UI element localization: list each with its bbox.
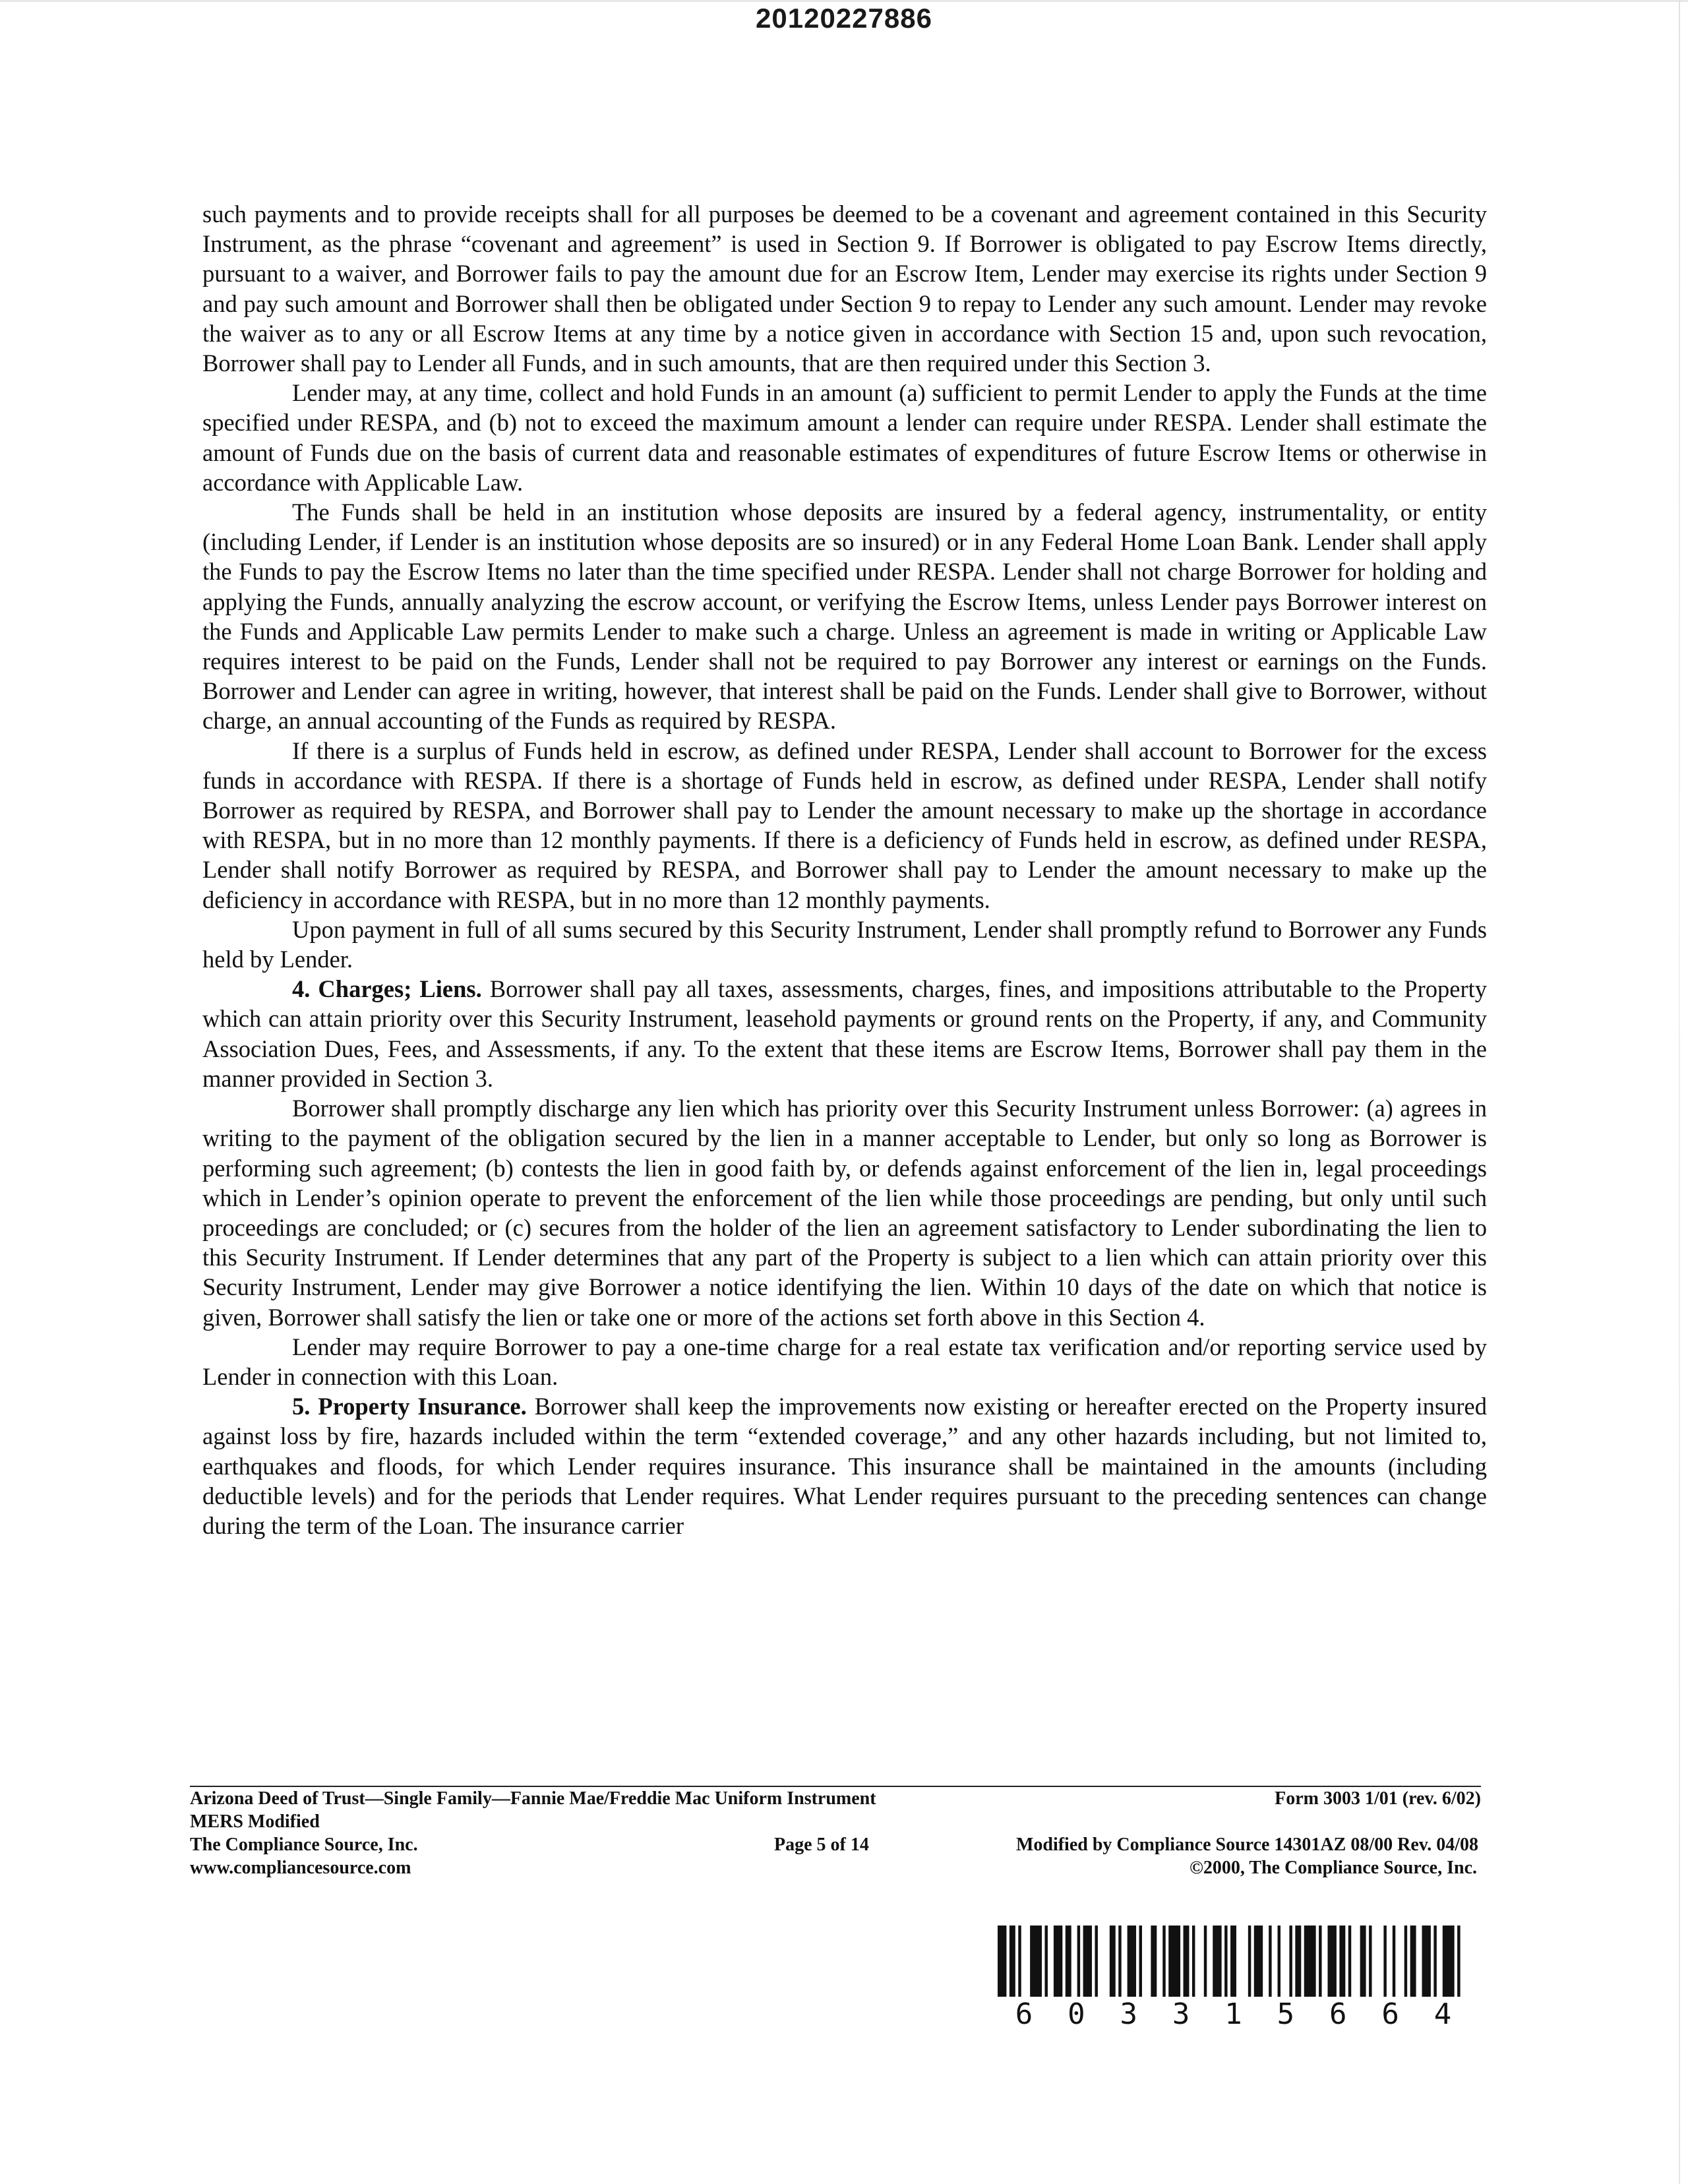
barcode-digit: 3 [1172,1997,1190,2031]
barcode-bar [1162,1926,1165,1997]
barcode-bar [1348,1926,1351,1997]
barcode-bar [998,1926,1006,1997]
scan-right-edge [1679,0,1680,2184]
footer-modified: Modified by Compliance Source 14301AZ 08/00 Rev. 04/08 [1015,1835,1478,1855]
footer-form-number: Form 3003 1/01 (rev. 6/02) [1275,1788,1481,1809]
barcode-bar [1230,1926,1236,1997]
paragraph [202,1391,1487,1540]
barcode-digit: 5 [1277,1997,1295,2031]
barcode-bar [1404,1926,1407,1997]
barcode-bar [1393,1926,1395,1997]
barcode-bar [1319,1926,1321,1997]
paragraph-text: Borrower shall promptly discharge any lien which has priority over this Security Instrument unless Borrower: (a) agrees in writing to the payment of the obligation secured by the lien in a manner acceptable to Lender, but only so long as Borrower is performing such agreement; (b) contests the lien in good faith by, or defends against enforcement of the lien in, legal proceedings which in Lender’s opinion operate to prevent the enforcement of the lien while those proceedings are pending, but only until such proceedings are concluded; or (c) secures from the holder of the lien an agreement satisfactory to Lender subordinating the lien to this Security Instrument. If Lender determines that any part of the Property is subject to a lien which can attain priority over this Security Instrument, Lender may give Borrower a notice identifying the lien. Within 10 days of the date on which that notice is given, Borrower shall satisfy the lien or take one or more of the actions set forth above in this Section 4. [202,1095,1487,1331]
barcode-bar [1369,1926,1372,1997]
footer-company: The Compliance Source, Inc. [190,1835,418,1855]
paragraph-text: Lender may require Borrower to pay a one-time charge for a real estate tax verification and/or reporting service used by Lender in connection with this Loan. [202,1333,1487,1390]
paragraph [202,1093,1487,1332]
barcode-bar [1443,1926,1455,1997]
barcode-bar [1339,1926,1345,1997]
paragraph-text: If there is a surplus of Funds held in escrow, as defined under RESPA, Lender shall account to Borrower for the excess funds in accordance with RESPA. If there is a shortage of Funds held in escrow, as defined under RESPA, Lender shall notify Borrower as required by RESPA, and Borrower shall pay to Lender the amount necessary to make up the shortage in accordance with RESPA, but in no more than 12 monthly payments. If there is a deficiency of Funds held in escrow, as defined under RESPA, Lender shall notify Borrower as required by RESPA, and Borrower shall pay to Lender the amount necessary to make up the deficiency in accordance with RESPA, but in no more than 12 monthly payments. [202,737,1487,913]
barcode-digits [998,1998,1469,2031]
barcode-bar [1095,1926,1097,1997]
barcode-bar [1010,1926,1015,1997]
barcode-bar [1184,1926,1190,1997]
paragraph [202,199,1487,378]
footer-copyright: ©2000, The Compliance Source, Inc. [1189,1858,1477,1878]
barcode-bar [1248,1926,1251,1997]
barcode-bar [1254,1926,1263,1997]
barcode-digit: 3 [1120,1997,1137,2031]
barcode-bar [1151,1926,1157,1997]
barcode-bar [1054,1926,1062,1997]
barcode-digit: 0 [1068,1997,1085,2031]
barcode-bar [1118,1926,1121,1997]
section-heading: 4. Charges; Liens. [292,975,482,1003]
barcode-bar [1083,1926,1092,1997]
barcode-digit: 6 [1015,1997,1033,2031]
barcode-bar [1128,1926,1136,1997]
section-heading: 5. Property Insurance. [292,1393,527,1420]
barcode-bar [1192,1926,1195,1997]
barcode-digit: 6 [1381,1997,1399,2031]
barcode-bar [1457,1926,1460,1997]
barcode-bar [1110,1926,1116,1997]
barcode-bar [1289,1926,1292,1997]
barcode-bar [1410,1926,1416,1997]
paragraph [202,1332,1487,1391]
paragraph [202,378,1487,497]
barcode-bar [1204,1926,1207,1997]
barcode-bar [1328,1926,1337,1997]
barcode-bar [1066,1926,1071,1997]
paragraph-text: Lender may, at any time, collect and hold Funds in an amount (a) sufficient to permit Lender to apply the Funds at the time specified under RESPA, and (b) not to exceed the maximum amount a lender can require under RESPA. Lender shall estimate the amount of Funds due on the basis of current data and reasonable estimates of expenditures of future Escrow Items or otherwise in accordance with Applicable Law. [202,379,1487,496]
paragraph-text: The Funds shall be held in an institution whose deposits are insured by a federal agency, instrumentality, or entity (including Lender, if Lender is an institution whose deposits are so insured) or in any Federal Home Loan Bank. Lender shall apply the Funds to pay the Escrow Items no later than the time specified under RESPA. Lender shall not charge Borrower for holding and applying the Funds, annually analyzing the escrow account, or verifying the Escrow Items, unless Lender pays Borrower interest on the Funds and Applicable Law permits Lender to make such a charge. Unless an agreement is made in writing or Applicable Law requires interest to be paid on the Funds, Lender shall not be required to pay Borrower any interest or earnings on the Funds. Borrower and Lender can agree in writing, however, that interest shall be paid on the Funds. Lender shall give to Borrower, without charge, an annual accounting of the Funds as required by RESPA. [202,499,1487,735]
barcode-bar [1030,1926,1042,1997]
recording-number: 20120227886 [756,3,932,34]
barcode-bar [1304,1926,1316,1997]
scan-top-edge [0,0,1688,2]
barcode-bar [1295,1926,1301,1997]
document-body [202,199,1487,1540]
paragraph [202,736,1487,915]
paragraph [202,497,1487,736]
footer-mers: MERS Modified [190,1811,320,1832]
barcode-image [998,1926,1469,1997]
barcode-digit: 1 [1224,1997,1242,2031]
barcode-bar [1224,1926,1227,1997]
footer-website: www.compliancesource.com [190,1858,411,1878]
barcode-bar [1360,1926,1366,1997]
barcode-bar [1278,1926,1281,1997]
paragraph [202,974,1487,1093]
paragraph-text: Borrower shall keep the improvements now existing or hereafter erected on the Property insured against loss by fire, hazards included within the term “extended coverage,” and any other hazards including, but not limited to, earthquakes and floods, for which Lender requires insurance. This insurance shall be maintained in the amounts (including deductible levels) and for the periods that Lender requires. What Lender requires pursuant to the preceding sentences can change during the term of the Loan. The insurance carrier [202,1393,1487,1539]
barcode-bar [1139,1926,1142,1997]
footer-page-number: Page 5 of 14 [774,1835,869,1855]
paragraph-text: Upon payment in full of all sums secured by this Security Instrument, Lender shall promptly refund to Borrower any Funds held by Lender. [202,915,1487,973]
barcode-bar [1422,1926,1431,1997]
footer-form-title: Arizona Deed of Trust—Single Family—Fannie Mae/Freddie Mac Uniform Instrument [190,1788,876,1809]
paragraph-text: such payments and to provide receipts shall for all purposes be deemed to be a covenant and agreement contained in this Security Instrument, as the phrase “covenant and agreement” is used in Section 9. If Borrower is obligated to pay Escrow Items directly, pursuant to a waiver, and Borrower fails to pay the amount due for an Escrow Item, Lender may exercise its rights under Section 9 and pay such amount and Borrower shall then be obligated under Section 9 to repay to Lender any such amount. Lender may revoke the waiver as to any or all Escrow Items at any time by a notice given in accordance with Section 15 and, upon such revocation, Borrower shall pay to Lender all Funds, and in such amounts, that are then required under this Section 3. [202,200,1487,377]
barcode-bar [1383,1926,1386,1997]
barcode-bar [1269,1926,1271,1997]
barcode-bar [1045,1926,1048,1997]
barcode-bar [1433,1926,1436,1997]
barcode-bar [1077,1926,1080,1997]
barcode-bar [1168,1926,1180,1997]
paragraph-text: Borrower shall pay all taxes, assessments, charges, fines, and impositions attributable to the Property which can attain priority over this Security Instrument, leasehold payments or ground rents on the Property, if any, and Community Association Dues, Fees, and Assessments, if any. To the extent that these items are Escrow Items, Borrower shall pay them in the manner provided in Section 3. [202,975,1487,1092]
barcode-digit: 4 [1433,1997,1452,2031]
form-footer [190,1786,1481,1879]
barcode-bar [1213,1926,1221,1997]
barcode-bar [1018,1926,1021,1997]
paragraph [202,915,1487,974]
barcode-digit: 6 [1329,1997,1347,2031]
